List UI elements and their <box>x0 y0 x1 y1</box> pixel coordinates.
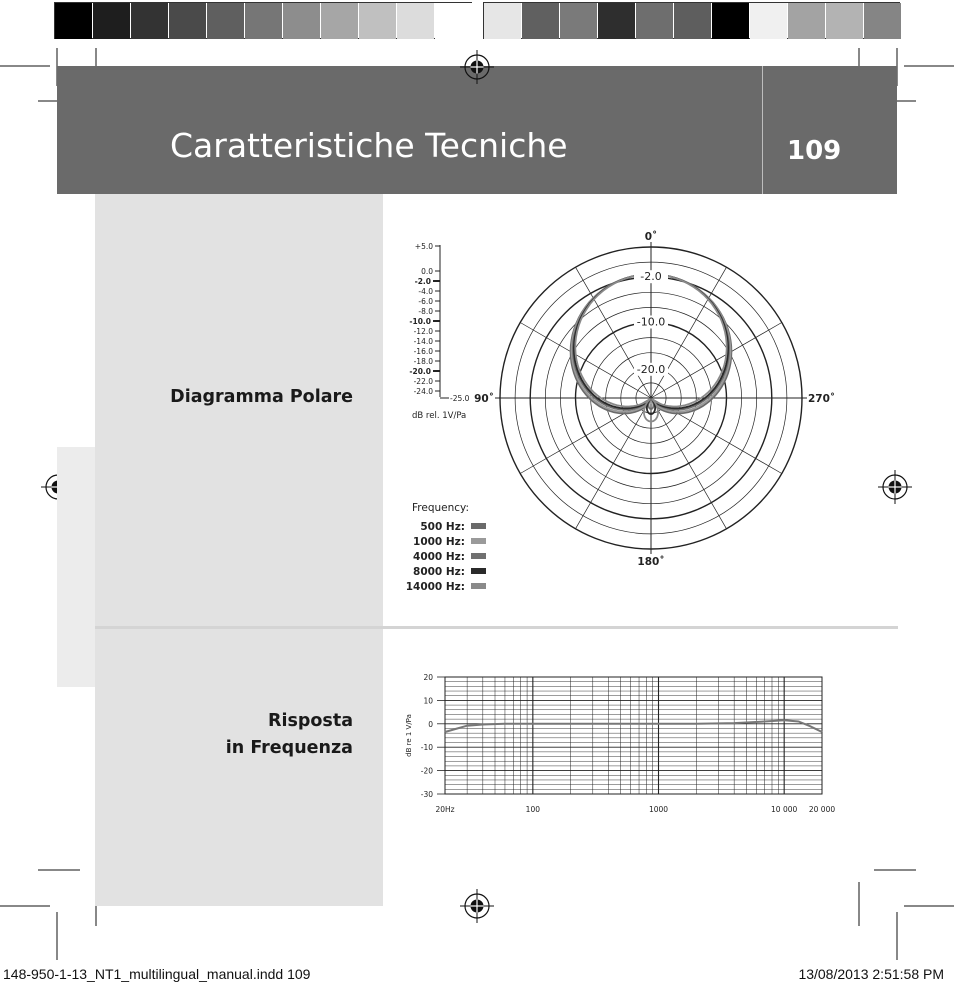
scale-tick-label: -20.0 <box>409 367 431 376</box>
legend-entry-label: 1000 Hz: <box>413 536 465 548</box>
polar-angle-label: 270˚ <box>808 393 836 405</box>
polar-ring-label: -10.0 <box>636 315 666 329</box>
scale-unit-label: dB rel. 1V/Pa <box>412 411 467 421</box>
scale-tick-label: +5.0 <box>414 242 433 251</box>
scale-tick-label: -14.0 <box>413 337 433 346</box>
scale-tick-label: -8.0 <box>418 307 433 316</box>
scale-tick-label: -4.0 <box>418 287 433 296</box>
left-panel <box>95 194 383 906</box>
registration-target <box>460 50 494 84</box>
scale-tick-label: -24.0 <box>413 387 433 396</box>
registration-target <box>460 889 494 923</box>
legend-swatch <box>471 553 486 559</box>
frequency-response-curve <box>445 720 822 732</box>
polar-angle-label: 0˚ <box>644 231 658 243</box>
frequency-response-chart <box>400 670 845 825</box>
y-tick-label: -30 <box>420 790 433 799</box>
polar-ring-label: -20.0 <box>636 362 666 376</box>
side-tab <box>57 447 95 687</box>
legend-entry-label: 4000 Hz: <box>413 551 465 563</box>
page-title: Caratteristiche Tecniche <box>170 126 568 165</box>
polar-pattern-chart <box>395 225 845 605</box>
scale-tick-label: -22.0 <box>413 377 433 386</box>
scale-tick-label: -12.0 <box>413 327 433 336</box>
legend-title: Frequency: <box>412 502 470 514</box>
legend-entry-label: 500 Hz: <box>420 521 465 533</box>
x-tick-label: 100 <box>525 805 541 814</box>
page-number: 109 <box>787 136 842 166</box>
x-tick-label: 20Hz <box>435 805 455 814</box>
footer-file-name: 148-950-1-13_NT1_multilingual_manual.indd 109 <box>3 966 311 982</box>
scale-tick-label: -25.0 <box>450 394 470 403</box>
scale-tick-label: -10.0 <box>409 317 431 326</box>
registration-target <box>878 470 912 504</box>
x-tick-label: 10 000 <box>771 805 798 814</box>
polar-db-scale <box>409 242 469 421</box>
legend-swatch <box>471 583 486 589</box>
y-axis-label: dB re 1 V/Pa <box>405 714 413 757</box>
legend-swatch <box>471 523 486 529</box>
y-tick-label: 10 <box>423 696 433 706</box>
frequency-label-line1: Risposta <box>267 711 353 731</box>
polar-legend <box>406 502 486 593</box>
polar-angle-label: 90˚ <box>474 393 494 405</box>
scale-tick-label: -16.0 <box>413 347 433 356</box>
y-tick-label: 0 <box>428 719 433 729</box>
y-tick-label: 20 <box>423 673 433 682</box>
legend-entry-label: 14000 Hz: <box>405 581 465 593</box>
polar-ring-label: -2.0 <box>640 270 662 284</box>
frequency-label-line2: in Frequenza <box>225 738 353 758</box>
legend-swatch <box>471 538 486 544</box>
scale-tick-label: 0.0 <box>421 267 433 276</box>
x-tick-label: 20 000 <box>808 805 836 814</box>
footer-timestamp: 13/08/2013 2:51:58 PM <box>798 966 944 982</box>
polar-section-label: Diagramma Polare <box>170 387 353 407</box>
polar-angle-label: 180˚ <box>637 556 665 568</box>
x-tick-label: 1000 <box>648 805 669 814</box>
scale-tick-label: -6.0 <box>418 297 433 306</box>
y-tick-label: -20 <box>420 766 433 776</box>
frequency-section-label <box>226 708 353 762</box>
scale-tick-label: -2.0 <box>414 277 431 286</box>
section-divider <box>95 626 898 629</box>
legend-swatch <box>471 568 486 574</box>
freq-grid <box>445 677 822 794</box>
y-tick-label: -10 <box>420 743 433 753</box>
legend-entry-label: 8000 Hz: <box>413 566 465 578</box>
scale-tick-label: -18.0 <box>413 357 433 366</box>
